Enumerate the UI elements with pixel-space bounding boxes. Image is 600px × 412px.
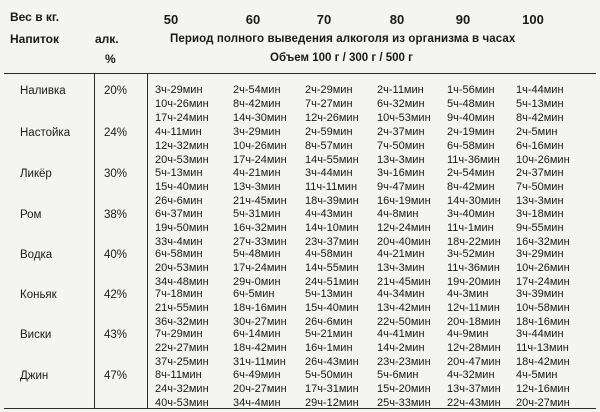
- elimination-time: 11ч-13мин: [516, 342, 569, 354]
- elimination-time: 4ч-5мин: [516, 369, 558, 381]
- drink-name: Виски: [20, 329, 52, 341]
- period-caption: Период полного выведения алкоголя из организма в часах: [170, 33, 516, 45]
- elimination-time: 14ч-55мин: [305, 262, 359, 274]
- elimination-time: 8ч-57мин: [305, 140, 353, 152]
- elimination-time: 29ч-0мин: [233, 276, 281, 288]
- elimination-time: 12ч-28мин: [447, 342, 501, 354]
- elimination-time: 12ч-11мин: [447, 302, 500, 314]
- elimination-time: 20ч-18мин: [447, 316, 501, 328]
- elimination-time: 2ч-54мин: [447, 167, 495, 179]
- elimination-time: 7ч-50мин: [516, 181, 564, 193]
- elimination-time: 14ч-55мин: [305, 154, 359, 166]
- elimination-time: 12ч-26мин: [305, 112, 359, 124]
- drink-name: Настойка: [20, 127, 71, 139]
- time-cell: [155, 287, 227, 329]
- elimination-time: 6ч-14мин: [233, 328, 281, 340]
- elimination-time: 23ч-37мин: [305, 236, 359, 248]
- elimination-time: 11ч-36мин: [447, 154, 500, 166]
- alcohol-percent: 30%: [104, 168, 128, 180]
- elimination-time: 21ч-55мин: [155, 302, 209, 314]
- elimination-time: 11ч-11мин: [305, 181, 358, 193]
- elimination-time: 20ч-27мин: [516, 397, 570, 409]
- time-cell: [516, 83, 588, 125]
- elimination-time: 31ч-11мин: [233, 356, 286, 368]
- elimination-time: 8ч-42мин: [516, 112, 564, 124]
- elimination-time: 3ч-40мин: [447, 208, 495, 220]
- time-cell: [233, 327, 305, 369]
- elimination-time: 10ч-58мин: [516, 302, 570, 314]
- time-cell: [377, 287, 449, 329]
- elimination-time: 3ч-44мин: [305, 167, 353, 179]
- elimination-time: 13ч-42мин: [377, 302, 431, 314]
- elimination-time: 3ч-44мин: [516, 328, 564, 340]
- weight-header: 60: [245, 12, 261, 27]
- time-cell: [516, 166, 588, 208]
- time-cell: [377, 166, 449, 208]
- elimination-time: 2ч-37мин: [377, 126, 425, 138]
- drink-name: Джин: [20, 370, 49, 382]
- elimination-time: 2ч-29мин: [305, 84, 353, 96]
- alcohol-percent: 47%: [104, 370, 128, 382]
- time-cell: [447, 125, 519, 167]
- elimination-time: 37ч-25мин: [155, 356, 209, 368]
- elimination-time: 22ч-43мин: [447, 397, 501, 409]
- drink-name: Ром: [20, 209, 42, 221]
- time-cell: [233, 83, 305, 125]
- elimination-time: 34ч-48мин: [155, 276, 209, 288]
- elimination-time: 10ч-26мин: [155, 98, 209, 110]
- header-divider: [4, 73, 596, 74]
- elimination-time: 29ч-12мин: [305, 397, 359, 409]
- weight-header: 80: [389, 12, 405, 27]
- elimination-time: 33ч-4мин: [155, 236, 203, 248]
- alcohol-percent: 40%: [104, 249, 128, 261]
- elimination-time: 2ч-59мин: [305, 126, 353, 138]
- elimination-time: 4ч-32мин: [447, 369, 495, 381]
- elimination-time: 13ч-3мин: [377, 154, 425, 166]
- elimination-time: 6ч-37мин: [155, 208, 203, 220]
- volume-caption: Объем 100 г / 300 г / 500 г: [270, 52, 413, 64]
- elimination-time: 16ч-1мин: [305, 342, 353, 354]
- elimination-time: 19ч-50мин: [155, 222, 209, 234]
- time-cell: [516, 125, 588, 167]
- drink-column-header: Напиток: [10, 32, 60, 46]
- alcohol-column-header: алк.: [95, 32, 119, 46]
- elimination-time: 11ч-36мин: [447, 262, 500, 274]
- time-cell: [305, 83, 377, 125]
- elimination-time: 9ч-55мин: [516, 222, 564, 234]
- elimination-time: 26ч-6мин: [155, 195, 203, 207]
- elimination-time: 4ч-21мин: [233, 167, 281, 179]
- elimination-time: 11ч-1мин: [447, 222, 494, 234]
- time-cell: [447, 368, 519, 410]
- elimination-time: 6ч-16мин: [516, 140, 564, 152]
- elimination-time: 17ч-24мин: [155, 112, 209, 124]
- elimination-time: 3ч-52мин: [447, 248, 495, 260]
- elimination-time: 23ч-23мин: [377, 356, 431, 368]
- elimination-time: 22ч-50мин: [377, 316, 431, 328]
- elimination-time: 20ч-47мин: [447, 356, 501, 368]
- elimination-time: 8ч-42мин: [447, 181, 495, 193]
- time-cell: [377, 247, 449, 289]
- elimination-time: 24ч-51мин: [305, 276, 359, 288]
- elimination-time: 20ч-53мин: [155, 154, 209, 166]
- elimination-time: 22ч-27мин: [155, 342, 209, 354]
- elimination-time: 4ч-41мин: [377, 328, 425, 340]
- time-cell: [516, 287, 588, 329]
- elimination-time: 12ч-32мин: [155, 140, 209, 152]
- elimination-time: 20ч-40мин: [377, 236, 431, 248]
- time-cell: [447, 207, 519, 249]
- elimination-time: 36ч-32мин: [155, 316, 209, 328]
- weight-header: 70: [316, 12, 332, 27]
- elimination-time: 10ч-26мин: [516, 262, 570, 274]
- elimination-time: 15ч-40мин: [305, 302, 359, 314]
- elimination-time: 5ч-50мин: [305, 369, 353, 381]
- elimination-time: 4ч-43мин: [305, 208, 353, 220]
- alcohol-percent: 43%: [104, 329, 128, 341]
- elimination-time: 8ч-42мин: [233, 98, 281, 110]
- time-cell: [516, 247, 588, 289]
- elimination-time: 4ч-11мин: [155, 126, 202, 138]
- drink-name: Наливка: [20, 85, 66, 97]
- time-cell: [233, 247, 305, 289]
- elimination-time: 17ч-24мин: [233, 154, 287, 166]
- time-cell: [377, 83, 449, 125]
- elimination-time: 17ч-24мин: [233, 262, 287, 274]
- time-cell: [155, 125, 227, 167]
- time-cell: [305, 166, 377, 208]
- elimination-time: 10ч-53мин: [377, 112, 431, 124]
- elimination-time: 2ч-5мин: [516, 126, 558, 138]
- elimination-time: 15ч-20мин: [377, 383, 431, 395]
- time-cell: [305, 327, 377, 369]
- elimination-time: 17ч-24мин: [516, 276, 570, 288]
- time-cell: [447, 166, 519, 208]
- elimination-time: 7ч-29мин: [155, 328, 203, 340]
- elimination-time: 17ч-31мин: [305, 383, 359, 395]
- elimination-time: 2ч-37мин: [516, 167, 564, 179]
- elimination-time: 15ч-40мин: [155, 181, 209, 193]
- elimination-time: 3ч-39мин: [516, 288, 564, 300]
- time-cell: [155, 207, 227, 249]
- time-cell: [155, 247, 227, 289]
- drink-name: Коньяк: [20, 289, 57, 301]
- time-cell: [447, 247, 519, 289]
- weight-label: Вес в кг.: [10, 10, 60, 24]
- time-cell: [233, 368, 305, 410]
- time-cell: [233, 125, 305, 167]
- elimination-time: 26ч-43мин: [305, 356, 359, 368]
- elimination-time: 13ч-3мин: [516, 195, 564, 207]
- elimination-time: 18ч-39мин: [305, 195, 359, 207]
- elimination-time: 2ч-54мин: [233, 84, 281, 96]
- elimination-time: 10ч-26мин: [516, 154, 570, 166]
- elimination-time: 18ч-16мин: [233, 302, 287, 314]
- time-cell: [377, 207, 449, 249]
- time-cell: [305, 287, 377, 329]
- elimination-time: 14ч-10мин: [305, 222, 359, 234]
- elimination-time: 16ч-19мин: [377, 195, 431, 207]
- time-cell: [155, 368, 227, 410]
- elimination-time: 18ч-42мин: [516, 356, 570, 368]
- time-cell: [516, 327, 588, 369]
- alcohol-percent: 38%: [104, 209, 128, 221]
- alcohol-percent: 24%: [104, 127, 128, 139]
- elimination-time: 40ч-53мин: [155, 397, 209, 409]
- elimination-time: 3ч-29мин: [516, 248, 564, 260]
- elimination-time: 6ч-49мин: [233, 369, 281, 381]
- elimination-time: 9ч-47мин: [377, 181, 425, 193]
- elimination-time: 16ч-32мин: [233, 222, 287, 234]
- elimination-time: 30ч-27мин: [233, 316, 287, 328]
- elimination-time: 13ч-37мин: [447, 383, 501, 395]
- elimination-time: 6ч-58мин: [447, 140, 495, 152]
- elimination-time: 5ч-13мин: [305, 288, 353, 300]
- time-cell: [447, 83, 519, 125]
- elimination-time: 3ч-16мин: [377, 167, 425, 179]
- elimination-time: 18ч-16мин: [516, 316, 570, 328]
- elimination-time: 4ч-34мин: [377, 288, 425, 300]
- elimination-time: 19ч-20мин: [447, 276, 501, 288]
- elimination-time: 8ч-11мин: [155, 369, 202, 381]
- elimination-time: 7ч-18мин: [155, 288, 203, 300]
- elimination-time: 16ч-32мин: [516, 236, 570, 248]
- elimination-time: 3ч-29мин: [233, 126, 281, 138]
- elimination-time: 9ч-40мин: [447, 112, 495, 124]
- time-cell: [305, 207, 377, 249]
- elimination-time: 21ч-45мин: [377, 276, 431, 288]
- elimination-time: 7ч-27мин: [305, 98, 353, 110]
- elimination-time: 14ч-30мин: [233, 112, 287, 124]
- elimination-time: 18ч-22мин: [447, 236, 501, 248]
- elimination-time: 7ч-50мин: [377, 140, 425, 152]
- alcohol-percent: 20%: [104, 85, 128, 97]
- time-cell: [155, 166, 227, 208]
- elimination-time: 14ч-30мин: [447, 195, 501, 207]
- time-cell: [155, 83, 227, 125]
- time-cell: [377, 368, 449, 410]
- time-cell: [233, 207, 305, 249]
- elimination-time: 26ч-6мин: [305, 316, 353, 328]
- elimination-time: 4ч-3мин: [447, 288, 489, 300]
- time-cell: [447, 287, 519, 329]
- elimination-time: 13ч-3мин: [233, 181, 281, 193]
- elimination-time: 5ч-48мин: [447, 98, 495, 110]
- weight-header: 90: [455, 12, 471, 27]
- elimination-time: 25ч-33мин: [377, 397, 431, 409]
- elimination-time: 4ч-21мин: [377, 248, 425, 260]
- time-cell: [305, 247, 377, 289]
- weight-header: 50: [163, 12, 179, 27]
- elimination-time: 20ч-53мин: [155, 262, 209, 274]
- elimination-time: 12ч-24мин: [377, 222, 431, 234]
- elimination-time: 13ч-3мин: [377, 262, 425, 274]
- elimination-time: 5ч-6мин: [377, 369, 419, 381]
- time-cell: [233, 166, 305, 208]
- elimination-time: 6ч-58мин: [155, 248, 203, 260]
- elimination-time: 5ч-48мин: [233, 248, 281, 260]
- elimination-time: 2ч-11мин: [377, 84, 424, 96]
- elimination-time: 5ч-21мин: [305, 328, 353, 340]
- drink-name: Ликёр: [20, 168, 52, 180]
- elimination-time: 5ч-13мин: [155, 167, 203, 179]
- elimination-time: 5ч-31мин: [233, 208, 281, 220]
- time-cell: [516, 368, 588, 410]
- elimination-time: 27ч-33мин: [233, 236, 287, 248]
- elimination-time: 6ч-32мин: [377, 98, 425, 110]
- elimination-time: 5ч-13мин: [516, 98, 564, 110]
- elimination-time: 34ч-4мин: [233, 397, 281, 409]
- column-divider: [94, 74, 95, 408]
- time-cell: [305, 368, 377, 410]
- elimination-time: 2ч-19мин: [447, 126, 495, 138]
- time-cell: [447, 327, 519, 369]
- time-cell: [305, 125, 377, 167]
- time-cell: [516, 207, 588, 249]
- percent-label: %: [105, 52, 116, 66]
- time-cell: [233, 287, 305, 329]
- elimination-time: 21ч-45мин: [233, 195, 287, 207]
- elimination-time: 6ч-5мин: [233, 288, 275, 300]
- elimination-time: 1ч-56мин: [447, 84, 495, 96]
- time-cell: [377, 327, 449, 369]
- weight-header: 100: [522, 12, 544, 27]
- elimination-time: 4ч-8мин: [377, 208, 419, 220]
- elimination-time: 4ч-9мин: [447, 328, 489, 340]
- elimination-time: 4ч-58мин: [305, 248, 353, 260]
- elimination-time: 1ч-44мин: [516, 84, 564, 96]
- weight-headers: [0, 12, 600, 28]
- elimination-time: 3ч-18мин: [516, 208, 564, 220]
- time-cell: [377, 125, 449, 167]
- elimination-time: 24ч-32мин: [155, 383, 209, 395]
- elimination-time: 18ч-42мин: [233, 342, 287, 354]
- drink-name: Водка: [20, 249, 53, 261]
- elimination-time: 10ч-26мин: [233, 140, 287, 152]
- elimination-time: 12ч-16мин: [516, 383, 570, 395]
- elimination-time: 14ч-2мин: [377, 342, 425, 354]
- elimination-time: 3ч-29мин: [155, 84, 203, 96]
- column-divider: [147, 74, 148, 408]
- alcohol-percent: 42%: [104, 289, 128, 301]
- elimination-time: 20ч-27мин: [233, 383, 287, 395]
- time-cell: [155, 327, 227, 369]
